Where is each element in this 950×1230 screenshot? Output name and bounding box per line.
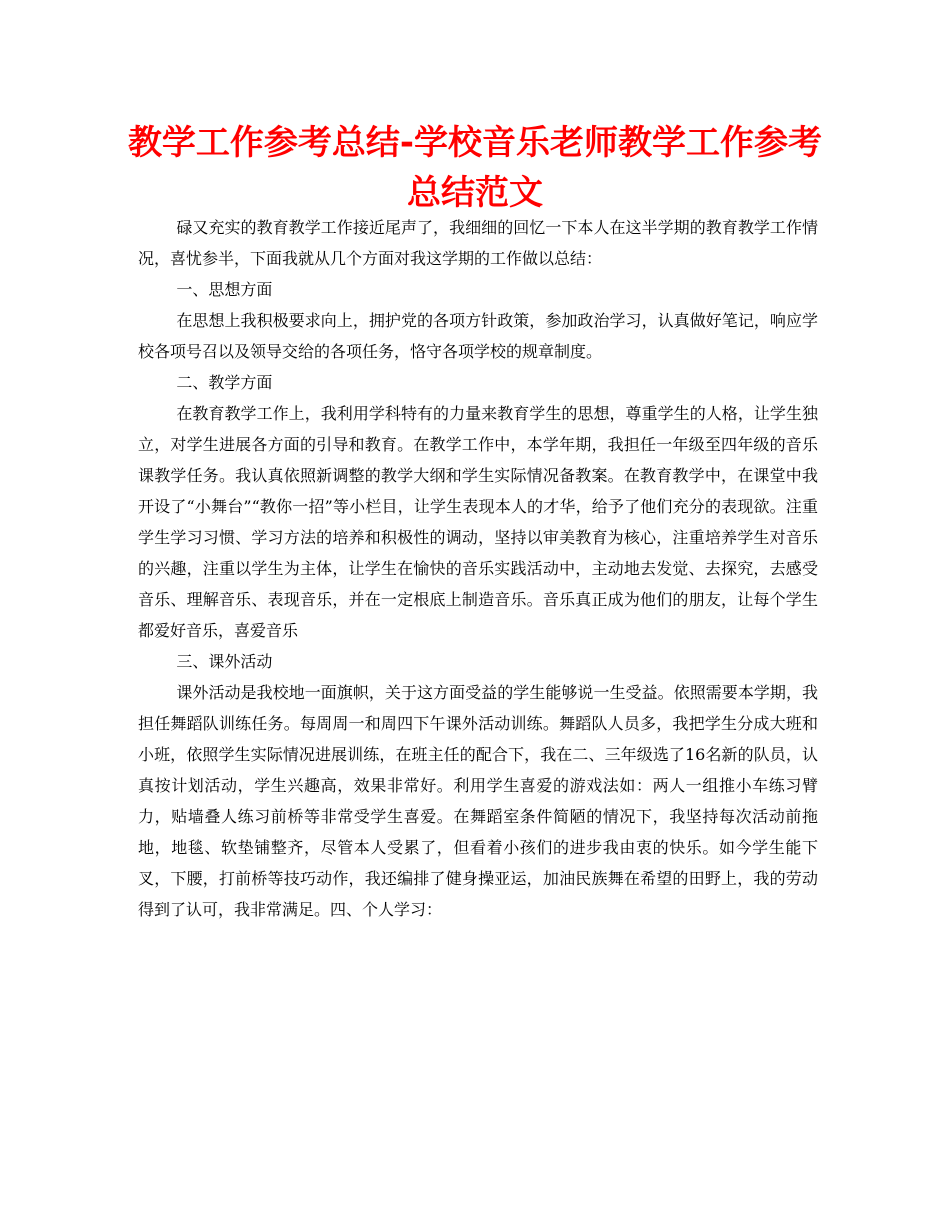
extracurricular-paragraph: 课外活动是我校地一面旗帜，关于这方面受益的学生能够说一生受益。依照需要本学期，我担任舞蹈队训练任务。每周周一和周四下午课外活动训练。舞蹈队人员多，我把学生分成大班和小班，依照学生实际情况进展训练，在班主任的配合下，我在二、三年级选了16名新的队员，认真按计划活动，学生兴趣高，效果非常好。利用学生喜爱的游戏法如：两人一组推小车练习臂力，贴墙叠人练习前桥等非常受学生喜爱。在舞蹈室条件简陋的情况下，我坚持每次活动前拖地，地毯、软垫铺整齐，尽管本人受累了，但看着小孩们的进步我由衷的快乐。如今学生能下叉，下腰，打前桥等技巧动作，我还编排了健身操亚运，加油民族舞在希望的田野上，我的劳动得到了认可，我非常满足。四、个人学习： <box>138 683 818 919</box>
thought-paragraph: 在思想上我积极要求向上，拥护党的各项方针政策，参加政治学习，认真做好笔记，响应学校各项号召以及领导交给的各项任务，恪守各项学校的规章制度。 <box>138 311 818 361</box>
document-title: 教学工作参考总结-学校音乐老师教学工作参考总结范文 <box>127 123 823 213</box>
intro-paragraph: 碌又充实的教育教学工作接近尾声了，我细细的回忆一下本人在这半学期的教育教学工作情况，喜忧参半，下面我就从几个方面对我这学期的工作做以总结： <box>138 218 818 268</box>
section-heading-thought: 一、思想方面 <box>176 280 273 299</box>
section-heading-teaching: 二、教学方面 <box>176 373 273 392</box>
section-heading-extracurricular: 三、课外活动 <box>176 652 273 671</box>
teaching-paragraph: 在教育教学工作上，我利用学科特有的力量来教育学生的思想，尊重学生的人格，让学生独立，对学生进展各方面的引导和教育。在教学工作中，本学年期，我担任一年级至四年级的音乐课教学任务。我认真依照新调整的教学大纲和学生实际情况备教案。在教育教学中，在课堂中我开设了“小舞台”“教你一招”等小栏目，让学生表现本人的才华，给予了他们充分的表现欲。注重学生学习习惯、学习方法的培养和积极性的调动，坚持以审美教育为核心，注重培养学生对音乐的兴趣，注重以学生为主体，让学生在愉快的音乐实践活动中，主动地去发觉、去探究，去感受音乐、理解音乐、表现音乐，并在一定根底上制造音乐。音乐真正成为他们的朋友，让每个学生都爱好音乐，喜爱音乐 <box>138 404 818 640</box>
document-body <box>138 212 818 925</box>
